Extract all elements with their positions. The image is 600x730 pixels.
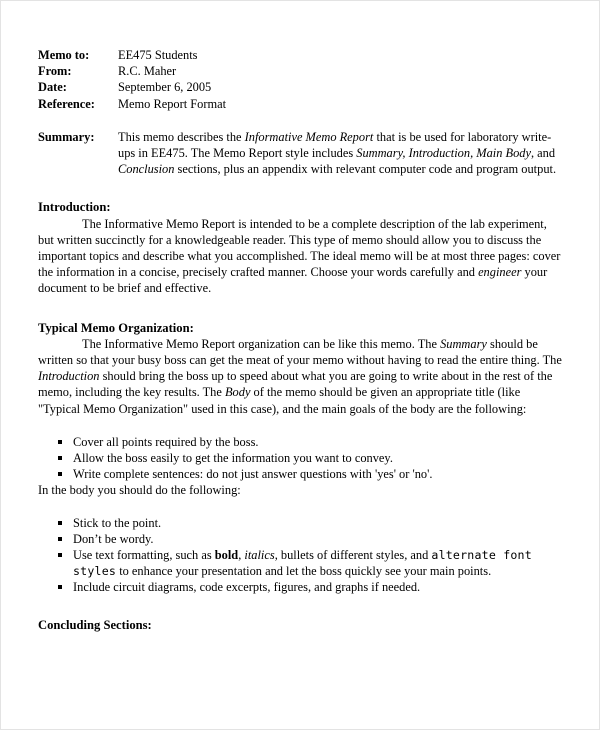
list-item — [38, 579, 565, 595]
list-item-bold-sample: bold — [214, 548, 239, 563]
summary-run-3: , and — [530, 146, 556, 161]
list-item — [38, 531, 565, 547]
introduction-emphasis-engineer: engineer — [478, 265, 522, 280]
memo-to-label: Memo to: — [38, 48, 90, 62]
typical-emphasis-introduction: Introduction — [38, 369, 100, 384]
list-item-run-3: , bullets of different styles, and — [274, 548, 432, 563]
memo-header-row-reference — [38, 96, 565, 112]
summary-text — [118, 129, 565, 178]
square-bullet-icon — [58, 553, 62, 557]
square-bullet-icon — [58, 440, 62, 444]
summary-label: Summary: — [38, 129, 95, 144]
list-item-text: Don’t be wordy. — [73, 531, 154, 546]
square-bullet-icon — [58, 585, 62, 589]
reference-value: Memo Report Format — [118, 96, 227, 111]
typical-run-4: of the memo should be given an appropriate title (like "Typical Memo Organization" used in this case), and the main goals of the body are the following: — [38, 385, 527, 416]
list-item-text: Cover all points required by the boss. — [73, 434, 259, 449]
square-bullet-icon — [58, 521, 62, 525]
memo-to-value: EE475 Students — [118, 48, 198, 62]
list-item-text: Allow the boss easily to get the information you want to convey. — [73, 451, 393, 466]
memo-header-row-from — [38, 63, 565, 79]
square-bullet-icon — [58, 456, 62, 460]
list-item-alternate-font-sample: alternate font styles — [73, 548, 532, 579]
list-item-run-4: to enhance your presentation and let the boss quickly see your main points. — [116, 564, 492, 579]
list-item-run-2: , — [238, 548, 245, 563]
introduction-paragraph — [38, 216, 565, 297]
concluding-sections-heading: Concluding Sections: — [38, 617, 152, 632]
body-goals-bullet-list — [38, 434, 565, 483]
typical-organization-heading: Typical Memo Organization: — [38, 320, 194, 335]
document-content — [38, 47, 565, 633]
typical-emphasis-body: Body — [224, 385, 251, 400]
summary-run-4: sections, plus an appendix with relevant computer code and program output. — [174, 162, 557, 177]
memo-header-row-date — [38, 79, 565, 95]
square-bullet-icon — [58, 472, 62, 476]
summary-run-1: This memo describes the — [118, 129, 245, 144]
date-label: Date: — [38, 80, 67, 95]
reference-label: Reference: — [38, 96, 95, 111]
list-item-text: Write complete sentences: do not just answer questions with 'yes' or 'no'. — [73, 467, 433, 482]
memo-header-block — [38, 47, 565, 112]
date-value: September 6, 2005 — [118, 80, 212, 95]
introduction-heading: Introduction: — [38, 200, 111, 215]
typical-emphasis-summary: Summary — [440, 336, 487, 351]
introduction-run-1: The Informative Memo Report is intended to be a complete description of the lab experiment, but written succinctly for a knowledgeable reader. This type of memo should allow you to discuss the important topics and describe what you accomplished. The ideal memo will be at most three pages: cover the information in a concise, precisely crafted manner. Choose your words carefully and — [38, 216, 561, 280]
list-item-run-1: Use text formatting, such as — [73, 548, 215, 563]
list-item — [38, 434, 565, 450]
in-the-body-intro-line: In the body you should do the following: — [38, 483, 241, 498]
list-item — [38, 515, 565, 531]
list-item-text: Stick to the point. — [73, 515, 162, 530]
introduction-run-2: your document to be brief and effective. — [38, 265, 548, 296]
from-label: From: — [38, 64, 72, 79]
list-item — [38, 450, 565, 466]
in-the-body-bullet-list — [38, 515, 565, 596]
summary-run-2: that is be used for laboratory write-ups in EE475. The Memo Report style includes — [118, 129, 552, 161]
summary-section — [38, 129, 565, 178]
typical-run-3: should bring the boss up to speed about what you are going to write about in the rest of the memo, including the key results. The — [38, 369, 553, 400]
typical-run-2: should be written so that your busy boss can get the meat of your memo without having to read the entire thing. The — [38, 336, 562, 368]
square-bullet-icon — [58, 537, 62, 541]
summary-emphasis-conclusion: Conclusion — [118, 162, 175, 177]
list-item-text: Include circuit diagrams, code excerpts, figures, and graphs if needed. — [73, 580, 421, 595]
list-item — [38, 547, 565, 579]
list-item-italic-sample: italics — [244, 548, 275, 563]
list-item — [38, 466, 565, 482]
summary-emphasis-report-title: Informative Memo Report — [244, 129, 374, 144]
memo-header-row-memo-to — [38, 47, 565, 63]
typical-run-1: The Informative Memo Report organization can be like this memo. The — [82, 336, 441, 351]
summary-emphasis-sections: Summary, Introduction, Main Body — [356, 146, 531, 161]
from-value: R.C. Maher — [118, 64, 177, 79]
typical-organization-paragraph — [38, 336, 565, 417]
